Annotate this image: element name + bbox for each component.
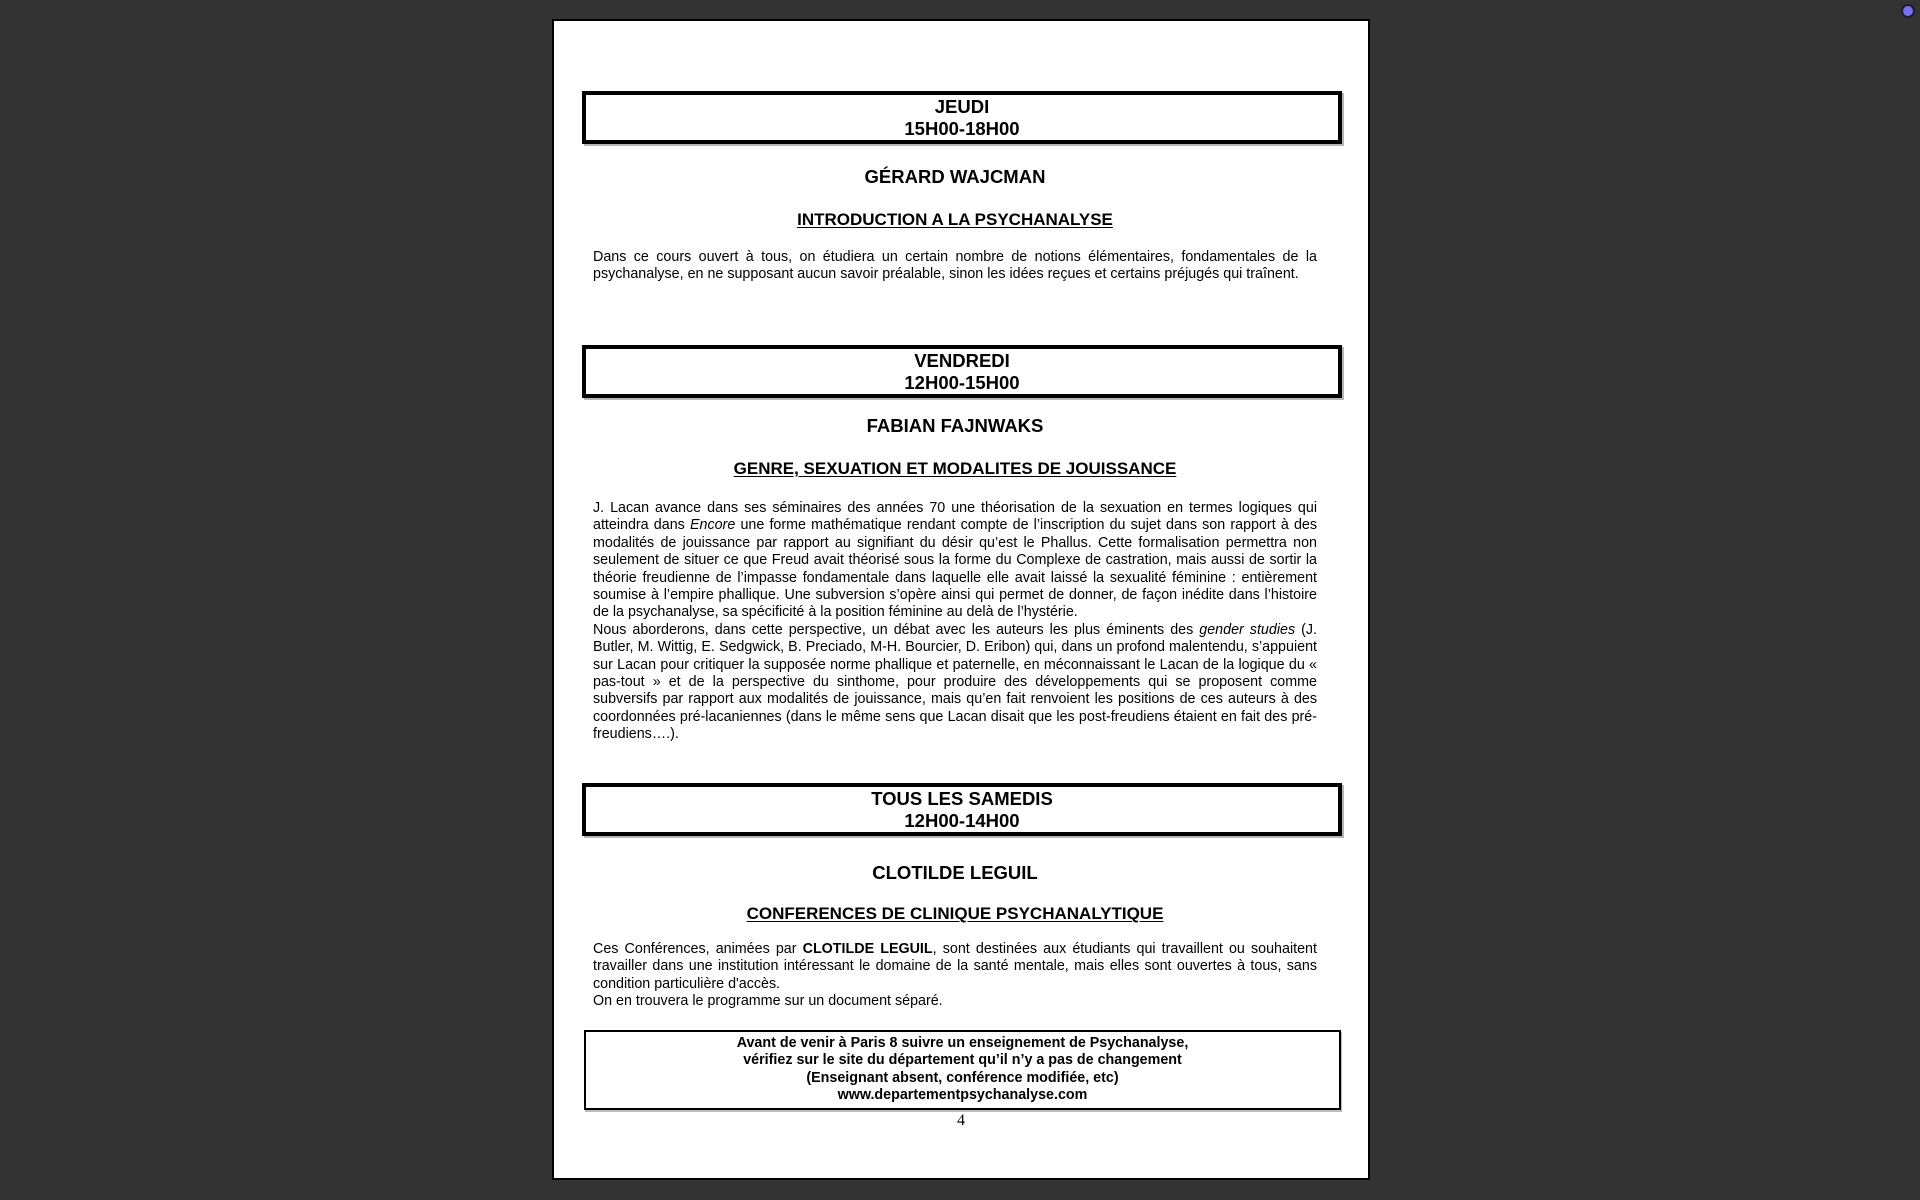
description-bold: CLOTILDE LEGUIL — [802, 941, 933, 957]
schedule-time-label: 12H00-15H00 — [904, 372, 1020, 393]
description-text: une forme mathématique rendant compte de l’inscription du sujet dans son rapport à des modalités de jouissance par rapport au signifiant du désir qu’est le Phallus. Cette formalisation permettra non seulement de situer ce que Freud avait théorisé sous la forme du Complexe de castration, mais aussi de sortir la théorie freudienne de l’impasse fondamentale dans laquelle elle avait laissé la sexualité féminine : entièrement soumise à l’empire phallique. Une subversion s’opère ainsi qui permet de donner, de façon inédite dans l’histoire de la psychanalyse, sa spécificité à la position féminine au delà de l’hystérie. — [593, 517, 1317, 621]
schedule-time-label: 12H00-14H00 — [904, 810, 1020, 831]
description-text: Nous aborderons, dans cette perspective, un débat avec les auteurs les plus éminents des — [593, 621, 1200, 638]
schedule-box-samedis — [582, 783, 1342, 836]
page-number: 4 — [957, 1112, 965, 1129]
description-text: On en trouvera le programme sur un document séparé. — [593, 993, 943, 1010]
course-description — [593, 500, 1317, 744]
notice-line: www.departementpsychanalyse.com — [837, 1086, 1088, 1103]
course-title: INTRODUCTION A LA PSYCHANALYSE — [797, 210, 1113, 229]
notice-line: Avant de venir à Paris 8 suivre un enseignement de Psychanalyse, — [736, 1035, 1189, 1051]
instructor-name: GÉRARD WAJCMAN — [864, 166, 1046, 187]
description-text: Dans ce cours ouvert à tous, on étudiera un certain nombre de notions élémentaires, fondamentales de la psychanalyse, en ne supposant aucun savoir préalable, sinon les idées reçues et certains préjugés qui traînent. — [593, 249, 1317, 283]
description-text: , sont destinées aux étudiants qui travaillent ou souhaitent travailler dans une institution intéressant le domaine de la santé mentale, mais elles sont ouvertes à tous, sans condition particulière d'accès. — [593, 941, 1317, 992]
schedule-box-jeudi — [582, 91, 1342, 144]
schedule-day-label: TOUS LES SAMEDIS — [871, 788, 1053, 809]
recording-indicator-dot — [1901, 4, 1915, 18]
course-description — [593, 249, 1317, 284]
notice-box — [584, 1030, 1341, 1110]
course-title: CONFERENCES DE CLINIQUE PSYCHANALYTIQUE — [746, 904, 1164, 923]
notice-line: vérifiez sur le site du département qu’il n’y a pas de changement — [743, 1052, 1182, 1069]
course-title: GENRE, SEXUATION ET MODALITES DE JOUISSANCE — [733, 459, 1177, 478]
description-italic: Encore — [689, 517, 736, 534]
description-text: (J. Butler, M. Wittig, E. Sedgwick, B. Preciado, M-H. Bourcier, D. Eribon) qui, dans un profond malentendu, s’appuient sur Lacan pour critiquer la supposée norme phallique et paternelle, en méconnaissant le Lacan de la logique du « pas-tout » et de la perspective du sinthome, pour produire des développements qui se proposent comme subversifs par rapport aux modalités de jouissance, mais qu’en fait renvoient les positions de ces auteurs à des coordonnées pré-lacaniennes (dans le même sens que Lacan disait que les post-freudiens étaient en fait des pré-freudiens….). — [593, 621, 1317, 743]
description-text: J. Lacan avance dans ses séminaires des années 70 une théorisation de la sexuation en termes logiques qui atteindra dans — [593, 500, 1317, 534]
schedule-day-label: VENDREDI — [914, 350, 1010, 371]
schedule-time-label: 15H00-18H00 — [904, 118, 1020, 139]
document-page — [552, 19, 1370, 1180]
schedule-box-vendredi — [582, 345, 1342, 398]
description-italic: gender studies — [1199, 621, 1296, 638]
instructor-name: CLOTILDE LEGUIL — [872, 862, 1038, 883]
course-description — [593, 941, 1317, 1011]
description-text: Ces Conférences, animées par — [593, 941, 803, 957]
notice-line: (Enseignant absent, conférence modifiée, etc) — [806, 1069, 1119, 1086]
schedule-day-label: JEUDI — [934, 96, 990, 117]
instructor-name: FABIAN FAJNWAKS — [866, 415, 1044, 436]
